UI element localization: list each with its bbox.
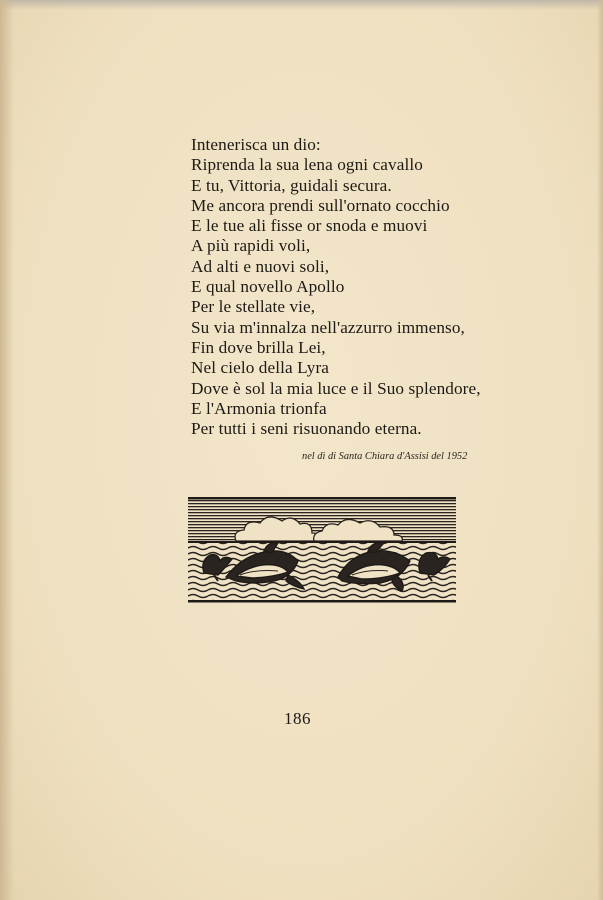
- poem-line: Fin dove brilla Lei,: [191, 337, 326, 357]
- poem-line: E l'Armonia trionfa: [191, 398, 327, 418]
- poem-line: A più rapidi voli,: [191, 236, 311, 256]
- poem-line: E le tue ali fisse or snoda e muovi: [191, 216, 428, 236]
- poem-line: Nel cielo della Lyra: [191, 358, 330, 378]
- poem-line: Riprenda la sua lena ogni cavallo: [191, 155, 423, 175]
- poem-line: Intenerisca un dio:: [191, 135, 321, 154]
- poem-line: Per tutti i seni risuonando eterna.: [191, 419, 422, 439]
- poem-line: Per le stellate vie,: [191, 297, 316, 317]
- page-spine-shadow: [0, 0, 14, 900]
- page-number: 186: [284, 709, 311, 728]
- poem-text: [191, 135, 481, 439]
- poem-line: Ad alti e nuovi soli,: [191, 256, 330, 276]
- poem-line: E qual novello Apollo: [191, 277, 345, 297]
- page-top-edge: [0, 0, 603, 10]
- poem-line: Me ancora prendi sull'ornato cocchio: [191, 195, 450, 215]
- dolphins-woodcut-vignette: [188, 497, 456, 603]
- poem-line: Su via m'innalza nell'azzurro immenso,: [191, 317, 465, 337]
- page-right-edge: [597, 0, 603, 900]
- poem-line: E tu, Vittoria, guidali secura.: [191, 175, 392, 195]
- dedication-line: nel dì di Santa Chiara d'Assisi del 1952: [302, 451, 468, 462]
- poem-line: Dove è sol la mia luce e il Suo splendore,: [191, 378, 481, 398]
